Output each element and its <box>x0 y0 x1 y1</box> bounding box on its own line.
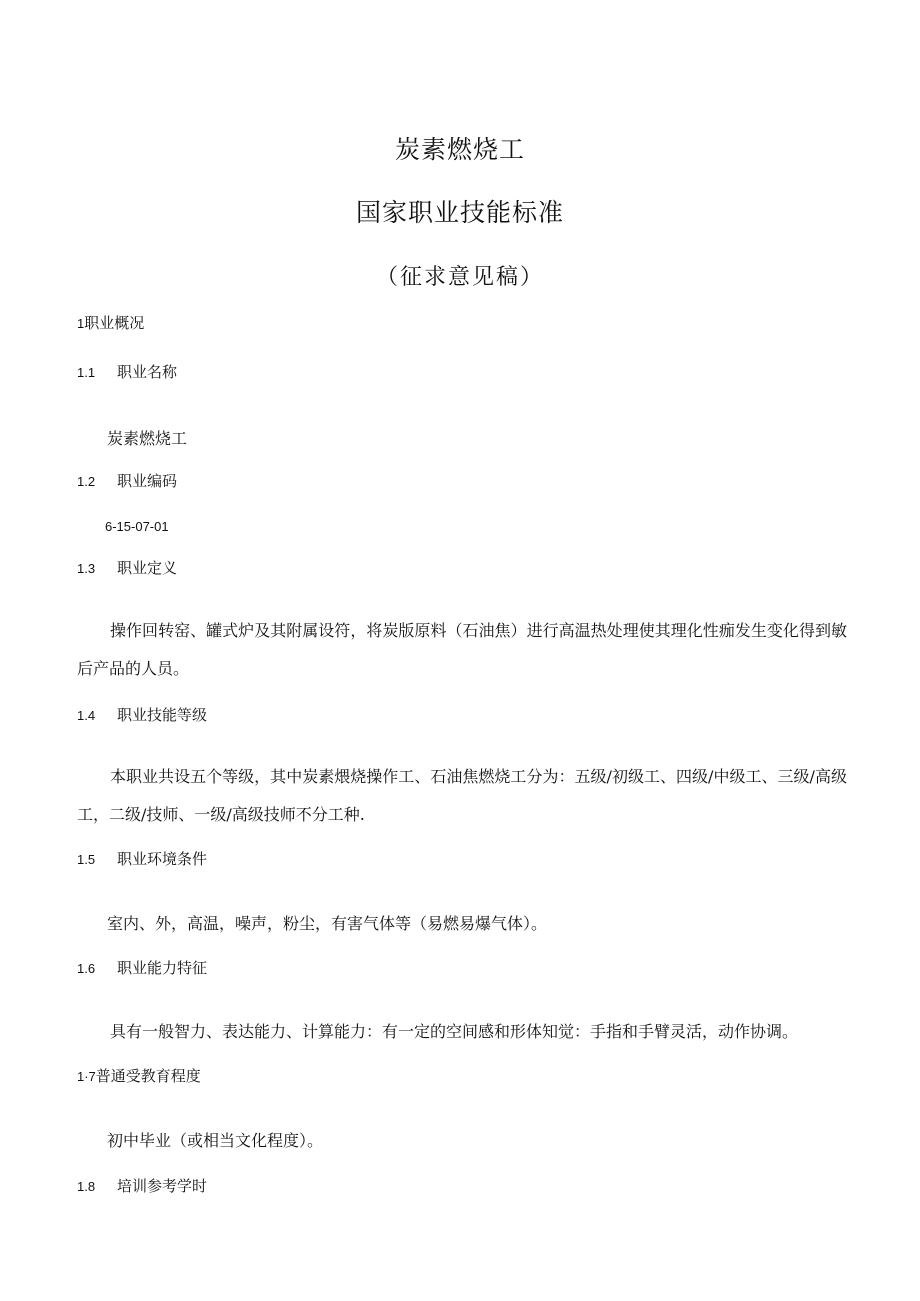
section-number: 1.2 <box>77 474 96 489</box>
section-title: 职业技能等级 <box>117 706 208 724</box>
section-heading-1-2 <box>77 470 177 491</box>
section-title: 职业定义 <box>117 559 178 577</box>
document-title-occupation: 炭素燃烧工 <box>394 135 525 164</box>
section-heading-1-8 <box>77 1175 207 1196</box>
section-heading-1-7 <box>77 1065 201 1086</box>
section-number: 1·7 <box>77 1069 96 1084</box>
section-heading-1-6 <box>77 957 207 978</box>
section-heading-1-4 <box>77 704 207 725</box>
section-number: 1.6 <box>77 961 96 976</box>
occupation-definition-paragraph: 操作回转窑、罐式炉及其附属设符，将炭版原料（石油焦）进行高温热处理使其理化性痂发生变化得到敏后产品的人员。 <box>77 621 847 678</box>
section-number: 1.4 <box>77 708 96 723</box>
section-heading-1-1 <box>77 361 177 382</box>
section-number: 1 <box>77 316 85 331</box>
section-title: 职业名称 <box>117 363 178 381</box>
section-title: 职业概况 <box>84 314 145 332</box>
section-number: 1.8 <box>77 1179 96 1194</box>
section-heading-1-5 <box>77 848 207 869</box>
occupation-code-value: 6-15-07-01 <box>105 519 169 534</box>
education-level-paragraph: 初中毕业（或相当文化程度）。 <box>107 1131 324 1150</box>
occupation-name-value: 炭素燃烧工 <box>107 429 188 448</box>
work-environment-paragraph: 室内、外，高温，噪声，粉尘，有害气体等（易燃易爆气体）。 <box>107 914 548 933</box>
section-number: 1.5 <box>77 852 96 867</box>
section-heading-1 <box>77 312 144 333</box>
section-title: 职业能力特征 <box>117 959 208 977</box>
section-title: 培训参考学时 <box>117 1177 208 1195</box>
document-title-standard: 国家职业技能标准 <box>355 198 564 227</box>
section-title: 普通受教育程度 <box>95 1067 201 1085</box>
document-title-draft-note: （征求意见稿） <box>375 265 544 290</box>
skill-levels-paragraph: 本职业共设五个等级，其中炭素煨烧操作工、石油焦燃烧工分为：五级/初级工、四级/中级工、三级/高级工，二级/技师、一级/高级技师不分工种. <box>77 767 847 824</box>
ability-traits-paragraph: 具有一般智力、表达能力、计算能力：有一定的空间感和形体知觉：手指和手臂灵活，动作协调。 <box>110 1022 799 1041</box>
section-title: 职业编码 <box>117 472 178 490</box>
section-title: 职业环境条件 <box>117 850 208 868</box>
section-number: 1.3 <box>77 561 96 576</box>
section-heading-1-3 <box>77 557 177 578</box>
section-number: 1.1 <box>77 365 96 380</box>
